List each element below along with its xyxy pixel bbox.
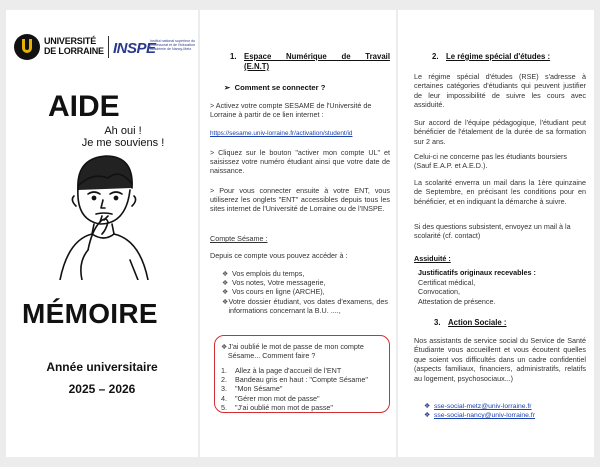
- section-2-title: Le régime spécial d'études :: [446, 52, 551, 61]
- logo-divider: [108, 36, 109, 58]
- contact-emails: [424, 402, 590, 421]
- section-2-number: 2.: [432, 52, 439, 61]
- forgot-password-box: [214, 335, 390, 413]
- access-list: [222, 269, 388, 315]
- list-item: [424, 411, 590, 420]
- diamond-bullet-icon: ❖: [424, 412, 431, 420]
- forgot-password-question: ❖ J'ai oublié le mot de passe de mon compte Sésame... Comment faire ?: [221, 342, 364, 361]
- list-item: ❖ Vos cours en ligne (ARCHE),: [222, 287, 325, 297]
- ent-panel: [200, 10, 396, 457]
- thinking-person-illustration-icon: [48, 150, 158, 280]
- reset-steps: [221, 366, 385, 412]
- activate-button-instruction: > Cliquez sur le bouton "activer mon compte UL" et saisissez votre numéro étudiant ainsi que votre date de naissance.: [210, 148, 390, 176]
- ent-access-instruction: > Pour vous connecter ensuite à votre ENT, vous utiliserez les onglets "ENT" accessibles depuis tous les sites internet de l'Université de Lorraine ou de l'INSPE.: [210, 186, 390, 214]
- assiduite-heading: Assiduité :: [414, 254, 451, 263]
- list-item: ❖ Vos emplois du temps,: [222, 269, 305, 278]
- diamond-bullet-icon: ❖: [222, 278, 229, 288]
- section-1-title: Espace Numérique de Travail: [244, 52, 390, 61]
- email-link-nancy[interactable]: sse-social-nancy@univ-lorraine.fr: [434, 412, 535, 420]
- list-item: Attestation de présence.: [418, 296, 496, 306]
- list-item: ❖ Votre dossier étudiant, vos dates d'examens, des informations concernant la B.U. ....,: [222, 296, 388, 315]
- diamond-bullet-icon: ❖: [222, 269, 229, 278]
- diamond-bullet-icon: ❖: [222, 296, 229, 306]
- rse-mail-info: La scolarité enverra un mail dans la 1ère quinzaine de Septembre, en précisant les conditions pour en bénéficier, et en indiquant la démarche à suivre.: [414, 178, 586, 206]
- list-item: 5. "J'ai oublié mon mot de passe": [221, 402, 333, 412]
- email-link-metz[interactable]: sse-social-metz@univ-lorraine.fr: [434, 403, 532, 410]
- justificatifs-list: [418, 278, 496, 306]
- diamond-bullet-icon: ❖: [221, 342, 228, 351]
- list-item: ❖ Vos notes, Votre messagerie,: [222, 278, 326, 288]
- list-item: Convocation,: [418, 287, 460, 297]
- subtitle: Ah oui ! Je me souviens !: [81, 125, 165, 149]
- title-aide: AIDE: [48, 90, 120, 123]
- rse-panel: [398, 10, 594, 457]
- activation-instruction: > Activez votre compte SESAME de l'Université de Lorraine à partir de ce lien internet :: [210, 101, 372, 120]
- list-item: 4. "Gérer mon mot de passe": [221, 393, 320, 403]
- section-1-number: 1.: [230, 52, 237, 61]
- action-sociale-description: Nos assistants de service social du Service de Santé Étudiante vous accueillent et vous écoutent quelles que soient vos difficultés dans un cadre confidentiel (aspects familiaux, financiers, administratifs, relatifs au logement, psychosociaux...): [414, 336, 586, 383]
- inspe-subtitle: Institut national supérieur du professorat et de l'éducation Académie de Nancy-Metz: [150, 39, 196, 52]
- list-item: Certificat médical,: [418, 278, 476, 287]
- diamond-bullet-icon: ❖: [424, 403, 431, 410]
- universite-lorraine-logo-icon: [14, 34, 40, 60]
- title-memoire: MÉMOIRE: [22, 298, 158, 329]
- list-item: [424, 402, 590, 411]
- sesame-activation-link[interactable]: https://sesame.univ-lorraine.fr/activation/student/id: [210, 130, 353, 137]
- compte-sesame-heading: Compte Sésame :: [210, 234, 268, 243]
- rse-contact: Si des questions subsistent, envoyez un mail à la scolarité (cf. contact): [414, 222, 571, 241]
- arrow-bullet-icon: ➢: [224, 83, 231, 92]
- list-item: 3. "Mon Sésame": [221, 384, 283, 394]
- list-item: 1. Allez à la page d'accueil de l'ENT: [221, 366, 342, 375]
- justificatifs-heading: Justificatifs originaux recevables :: [418, 268, 536, 277]
- logos: [10, 32, 198, 72]
- section-1-title-abbr: (E.N.T): [244, 62, 270, 71]
- universite-lorraine-wordmark: UNIVERSITÉ DE LORRAINE: [44, 36, 104, 56]
- section-3-number: 3.: [434, 318, 441, 327]
- inspe-logo: INSPE: [113, 40, 156, 57]
- how-to-connect-heading: ➢ Comment se connecter ?: [224, 83, 326, 92]
- compte-sesame-intro: Depuis ce compte vous pouvez accéder à :: [210, 251, 348, 260]
- rse-agreement: Sur accord de l'équipe pédagogique, l'étudiant peut bénéficier de l'étalement de la durée de sa formation sur 2 ans.: [414, 118, 586, 146]
- list-item: 2. Bandeau gris en haut : "Compte Sésame": [221, 375, 368, 385]
- rse-description: Le régime spécial d'études (RSE) s'adresse à certaines catégories d'étudiants qui peuvent justifier de leur impossibilité de suivre les cours avec assiduité.: [414, 72, 586, 110]
- diamond-bullet-icon: ❖: [222, 287, 229, 297]
- academic-year: Année universitaire 2025 – 2026: [46, 360, 158, 396]
- cover-panel: [6, 10, 198, 457]
- rse-exclusion: Celui-ci ne concerne pas les étudiants boursiers (Sauf E.A.P. et A.E.D.).: [414, 152, 568, 171]
- section-3-title: Action Sociale :: [448, 318, 507, 327]
